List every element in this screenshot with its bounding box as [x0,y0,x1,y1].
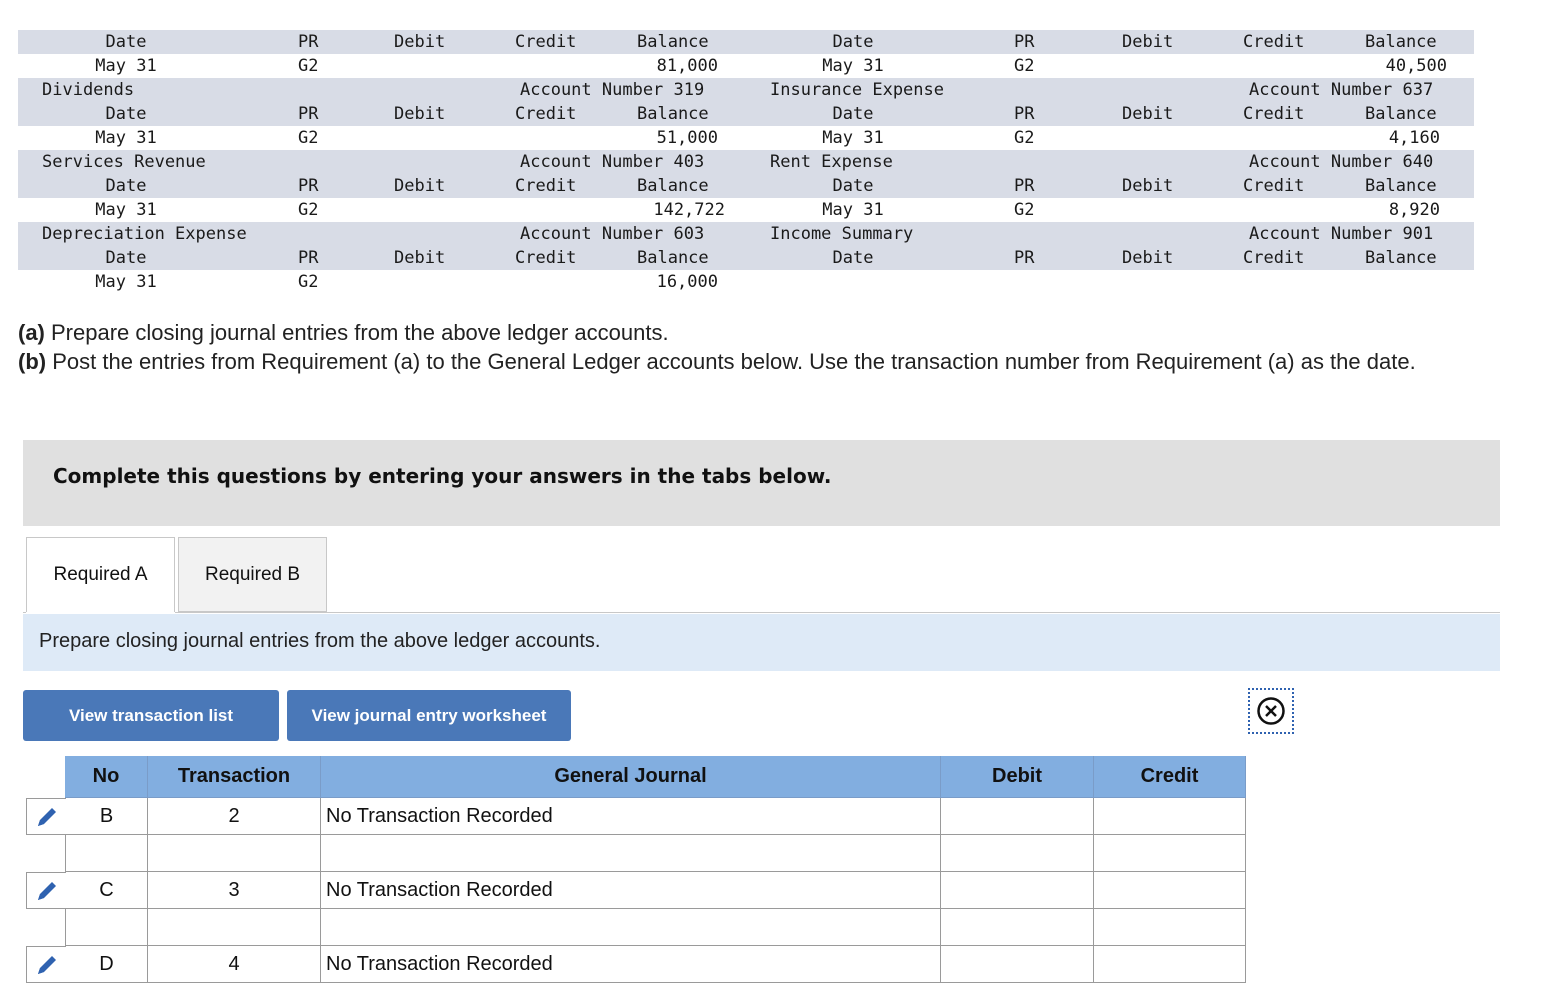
pencil-icon [34,804,60,830]
ledger-cell: May 31 [95,272,157,292]
ledger-accounts [18,30,1474,294]
ledger-cell: Account Number 403 [520,152,705,172]
tab-instruction-text: Prepare closing journal entries from the above ledger accounts. [39,630,601,652]
ledger-row [18,270,1474,294]
cell-credit [1094,909,1246,946]
tab-divider [23,612,1500,613]
cell-general-journal: No Transaction Recorded [321,872,941,909]
ledger-row [18,174,1474,198]
close-button[interactable] [1248,688,1294,734]
ledger-cell: 142,722 [653,200,725,220]
ledger-cell: G2 [298,56,319,76]
ledger-cell: Debit [394,104,446,124]
ledger-row [18,102,1474,126]
ledger-cell: 40,500 [1385,56,1447,76]
ledger-cell: Balance [1365,32,1437,52]
ledger-cell: May 31 [95,56,157,76]
cell-no: D [65,946,148,983]
ledger-cell: Rent Expense [770,152,893,172]
cell-transaction [148,835,321,872]
ledger-cell: Dividends [42,80,135,100]
tab-divider-gap [26,612,175,613]
ledger-cell: Account Number 603 [520,224,705,244]
ledger-cell: Depreciation Expense [42,224,247,244]
ledger-cell: Debit [394,176,446,196]
ledger-cell: Balance [637,32,709,52]
cell-no: C [65,872,148,909]
ledger-cell: Income Summary [770,224,914,244]
cell-transaction: 3 [148,872,321,909]
ledger-row [18,150,1474,174]
header-no: No [65,756,148,798]
cell-credit [1094,872,1246,909]
ledger-cell: PR [1014,32,1035,52]
ledger-cell: Debit [394,248,446,268]
ledger-cell: Balance [637,176,709,196]
header-debit: Debit [941,756,1094,798]
ledger-cell: G2 [1014,200,1035,220]
tab-required-b[interactable]: Required B [178,537,327,612]
ledger-cell: Credit [1243,176,1305,196]
ledger-cell: Credit [1243,104,1305,124]
ledger-cell: Debit [1122,248,1174,268]
requirements-text [18,318,1518,376]
cell-general-journal: No Transaction Recorded [321,798,941,835]
ledger-cell: Debit [1122,176,1174,196]
tab-instruction [23,614,1500,671]
ledger-cell: G2 [1014,56,1035,76]
ledger-cell: Balance [1365,104,1437,124]
ledger-cell: PR [298,176,319,196]
cell-transaction: 2 [148,798,321,835]
cell-general-journal [321,835,941,872]
ledger-cell: 8,920 [1388,200,1440,220]
ledger-cell: Account Number 640 [1249,152,1434,172]
ledger-cell: Account Number 901 [1249,224,1434,244]
ledger-cell: Date [832,32,874,52]
ledger-cell: Date [832,104,874,124]
tab-required-a[interactable]: Required A [26,537,175,612]
ledger-cell: Date [105,32,147,52]
close-circle-icon [1256,696,1286,726]
ledger-cell: Balance [637,104,709,124]
ledger-cell: May 31 [822,128,884,148]
cell-transaction: 4 [148,946,321,983]
ledger-cell: Balance [637,248,709,268]
ledger-cell: May 31 [822,56,884,76]
cell-no [65,909,148,946]
ledger-cell: Balance [1365,248,1437,268]
ledger-row [18,126,1474,150]
ledger-cell: G2 [298,128,319,148]
ledger-cell: Balance [1365,176,1437,196]
ledger-cell: Date [105,248,147,268]
ledger-cell: Credit [515,176,577,196]
cell-general-journal: No Transaction Recorded [321,946,941,983]
ledger-cell: Debit [394,32,446,52]
ledger-row [18,78,1474,102]
ledger-cell: Credit [515,104,577,124]
view-transaction-list-button[interactable]: View transaction list [23,690,279,741]
cell-debit [941,872,1094,909]
ledger-row [18,30,1474,54]
ledger-cell: May 31 [95,128,157,148]
cell-credit [1094,835,1246,872]
ledger-cell: Services Revenue [42,152,206,172]
ledger-cell: Credit [1243,248,1305,268]
ledger-cell: Account Number 637 [1249,80,1434,100]
requirement-a: (a) Prepare closing journal entries from the above ledger accounts. [18,320,669,345]
ledger-cell: PR [298,248,319,268]
cell-transaction [148,909,321,946]
ledger-cell: PR [1014,248,1035,268]
ledger-row [18,246,1474,270]
pencil-icon [34,952,60,978]
ledger-cell: Debit [1122,104,1174,124]
ledger-cell: Credit [515,248,577,268]
table-header [65,756,1246,798]
ledger-cell: Date [832,176,874,196]
ledger-cell: Debit [1122,32,1174,52]
cell-credit [1094,798,1246,835]
cell-general-journal [321,909,941,946]
pencil-icon [34,878,60,904]
header-credit: Credit [1094,756,1246,798]
cell-debit [941,835,1094,872]
header-general-journal: General Journal [321,756,941,798]
ledger-cell: PR [298,104,319,124]
ledger-cell: G2 [298,272,319,292]
ledger-cell: G2 [1014,128,1035,148]
ledger-row [18,54,1474,78]
requirement-b: (b) Post the entries from Requirement (a) to the General Ledger accounts below. Use the transaction number from Requirement (a) as the date. [18,349,1416,374]
ledger-row [18,198,1474,222]
ledger-row [18,222,1474,246]
banner-text: Complete this questions by entering your answers in the tabs below. [53,464,832,488]
ledger-cell: Date [832,248,874,268]
cell-debit [941,946,1094,983]
ledger-cell: Insurance Expense [770,80,944,100]
ledger-cell: May 31 [822,200,884,220]
header-transaction: Transaction [148,756,321,798]
edit-entry-button[interactable] [26,946,66,983]
ledger-cell: Account Number 319 [520,80,705,100]
ledger-cell: G2 [298,200,319,220]
ledger-cell: Date [105,176,147,196]
ledger-cell: 4,160 [1388,128,1440,148]
ledger-cell: 51,000 [656,128,718,148]
edit-entry-button[interactable] [26,872,66,909]
ledger-cell: 16,000 [656,272,718,292]
ledger-cell: Credit [515,32,577,52]
ledger-cell: May 31 [95,200,157,220]
cell-credit [1094,946,1246,983]
ledger-cell: Credit [1243,32,1305,52]
cell-debit [941,909,1094,946]
cell-no [65,835,148,872]
cell-debit [941,798,1094,835]
view-journal-entry-worksheet-button[interactable]: View journal entry worksheet [287,690,571,741]
ledger-cell: PR [1014,104,1035,124]
ledger-cell: 81,000 [656,56,718,76]
cell-no: B [65,798,148,835]
instructions-banner [23,440,1500,526]
ledger-cell: PR [1014,176,1035,196]
edit-entry-button[interactable] [26,798,66,835]
ledger-cell: PR [298,32,319,52]
ledger-cell: Date [105,104,147,124]
